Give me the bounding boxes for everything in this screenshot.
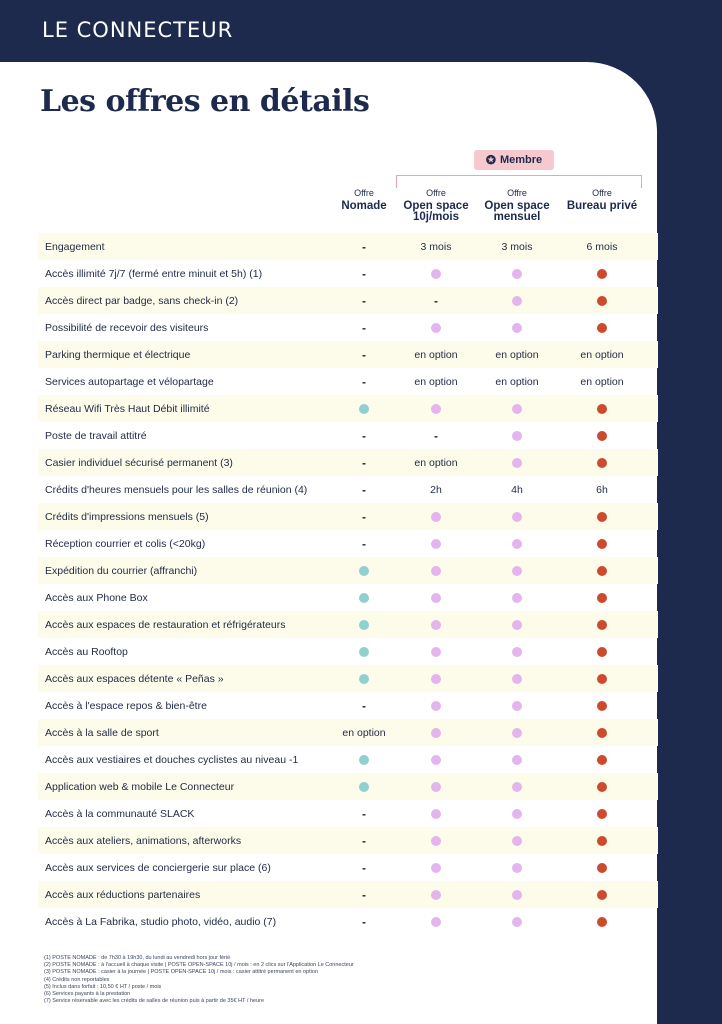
lilac-dot-icon bbox=[512, 404, 522, 414]
table-row bbox=[38, 638, 658, 665]
included-dot-icon bbox=[324, 592, 404, 604]
included-dot-icon bbox=[396, 889, 476, 901]
included-dot-icon bbox=[324, 565, 404, 577]
included-dot-icon bbox=[396, 862, 476, 874]
included-dot-icon bbox=[477, 268, 557, 280]
included-dot-icon bbox=[562, 754, 642, 766]
included-dot-icon bbox=[477, 457, 557, 469]
feature-label: Engagement bbox=[45, 240, 105, 253]
column-header-title: Bureau privé bbox=[566, 200, 638, 212]
included-dot-icon bbox=[477, 403, 557, 415]
lilac-dot-icon bbox=[512, 512, 522, 522]
included-dot-icon bbox=[477, 295, 557, 307]
included-dot-icon bbox=[562, 673, 642, 685]
membre-label: Membre bbox=[499, 154, 543, 166]
not-included-dash: - bbox=[362, 347, 366, 362]
feature-label: Crédits d'impressions mensuels (5) bbox=[45, 510, 209, 523]
teal-dot-icon bbox=[359, 566, 369, 576]
lilac-dot-icon bbox=[512, 809, 522, 819]
not-included-dash: - bbox=[434, 428, 438, 443]
lilac-dot-icon bbox=[431, 674, 441, 684]
included-dot-icon bbox=[562, 889, 642, 901]
included-dot-icon bbox=[396, 565, 476, 577]
lilac-dot-icon bbox=[431, 728, 441, 738]
lilac-dot-icon bbox=[512, 755, 522, 765]
table-row bbox=[38, 719, 658, 746]
feature-label: Réseau Wifi Très Haut Débit illimité bbox=[45, 402, 210, 415]
lilac-dot-icon bbox=[431, 323, 441, 333]
feature-label: Accès aux services de conciergerie sur place (6) bbox=[45, 861, 271, 874]
included-dot-icon bbox=[477, 322, 557, 334]
lilac-dot-icon bbox=[431, 755, 441, 765]
included-dot-icon bbox=[562, 565, 642, 577]
footnotes bbox=[44, 955, 604, 1005]
included-dot-icon bbox=[477, 781, 557, 793]
teal-dot-icon bbox=[359, 674, 369, 684]
included-dot-icon bbox=[562, 700, 642, 712]
badge-check-icon: ✪ bbox=[485, 153, 496, 167]
column-header-small: Offre bbox=[592, 188, 612, 198]
included-dot-icon bbox=[562, 430, 642, 442]
lilac-dot-icon bbox=[512, 728, 522, 738]
column-header-title: Open space mensuel bbox=[484, 200, 550, 223]
red-dot-icon bbox=[597, 755, 607, 765]
lilac-dot-icon bbox=[431, 809, 441, 819]
not-included-dash: - bbox=[362, 887, 366, 902]
table-row bbox=[38, 476, 658, 503]
included-dot-icon bbox=[477, 673, 557, 685]
included-dot-icon bbox=[324, 619, 404, 631]
cell-value: en option bbox=[495, 348, 539, 361]
included-dot-icon bbox=[477, 430, 557, 442]
included-dot-icon bbox=[562, 862, 642, 874]
lilac-dot-icon bbox=[512, 458, 522, 468]
included-dot-icon bbox=[562, 295, 642, 307]
included-dot-icon bbox=[562, 322, 642, 334]
cell-value: en option bbox=[495, 375, 539, 388]
table-row bbox=[38, 287, 658, 314]
column-header-small: Offre bbox=[507, 188, 527, 198]
feature-label: Accès à La Fabrika, studio photo, vidéo, audio (7) bbox=[45, 915, 277, 928]
lilac-dot-icon bbox=[431, 539, 441, 549]
feature-label: Accès direct par badge, sans check-in (2) bbox=[45, 294, 239, 307]
teal-dot-icon bbox=[359, 404, 369, 414]
included-dot-icon bbox=[396, 916, 476, 928]
included-dot-icon bbox=[396, 322, 476, 334]
included-dot-icon bbox=[396, 673, 476, 685]
lilac-dot-icon bbox=[512, 620, 522, 630]
included-dot-icon bbox=[477, 889, 557, 901]
feature-label: Crédits d'heures mensuels pour les salles de réunion (4) bbox=[45, 483, 308, 496]
cell-value: 6 mois bbox=[586, 240, 618, 253]
lilac-dot-icon bbox=[512, 674, 522, 684]
included-dot-icon bbox=[324, 754, 404, 766]
included-dot-icon bbox=[324, 673, 404, 685]
included-dot-icon bbox=[477, 619, 557, 631]
included-dot-icon bbox=[324, 781, 404, 793]
cell-value: en option bbox=[414, 456, 458, 469]
lilac-dot-icon bbox=[512, 539, 522, 549]
footnote: (1) POSTE NOMADE : de 7h30 à 19h30, du lundi au vendredi hors jour férié bbox=[44, 955, 231, 961]
lilac-dot-icon bbox=[431, 566, 441, 576]
not-included-dash: - bbox=[362, 266, 366, 281]
logo: LE CONNECTEUR bbox=[42, 18, 234, 42]
teal-dot-icon bbox=[359, 620, 369, 630]
included-dot-icon bbox=[477, 862, 557, 874]
included-dot-icon bbox=[396, 268, 476, 280]
column-header-bureau-prive bbox=[562, 188, 642, 212]
table-row bbox=[38, 665, 658, 692]
feature-label: Application web & mobile Le Connecteur bbox=[45, 780, 235, 793]
included-dot-icon bbox=[562, 592, 642, 604]
lilac-dot-icon bbox=[512, 917, 522, 927]
not-included-dash: - bbox=[362, 833, 366, 848]
table-row bbox=[38, 503, 658, 530]
membre-bracket bbox=[396, 175, 642, 188]
included-dot-icon bbox=[396, 808, 476, 820]
not-included-dash: - bbox=[362, 428, 366, 443]
column-header-small: Offre bbox=[426, 188, 446, 198]
lilac-dot-icon bbox=[431, 593, 441, 603]
red-dot-icon bbox=[597, 674, 607, 684]
not-included-dash: - bbox=[362, 698, 366, 713]
not-included-dash: - bbox=[362, 482, 366, 497]
column-header-small: Offre bbox=[354, 188, 374, 198]
table-row bbox=[38, 449, 658, 476]
lilac-dot-icon bbox=[431, 269, 441, 279]
lilac-dot-icon bbox=[512, 269, 522, 279]
included-dot-icon bbox=[477, 592, 557, 604]
included-dot-icon bbox=[562, 538, 642, 550]
included-dot-icon bbox=[396, 619, 476, 631]
footnote: (3) POSTE NOMADE : casier à la journée | POSTE OPEN-SPACE 10j / mois : casier attitré permanent en option bbox=[44, 969, 318, 976]
feature-label: Accès aux espaces détente « Peñas » bbox=[45, 672, 224, 685]
column-header-open-space-mensuel bbox=[477, 188, 557, 223]
teal-dot-icon bbox=[359, 782, 369, 792]
lilac-dot-icon bbox=[512, 323, 522, 333]
feature-label: Accès aux ateliers, animations, afterworks bbox=[45, 834, 242, 847]
feature-label: Accès à la salle de sport bbox=[45, 726, 159, 739]
included-dot-icon bbox=[562, 511, 642, 523]
table-row bbox=[38, 584, 658, 611]
cell-value: en option bbox=[342, 726, 386, 739]
table-row bbox=[38, 395, 658, 422]
red-dot-icon bbox=[597, 620, 607, 630]
column-header-title: Nomade bbox=[341, 200, 387, 212]
not-included-dash: - bbox=[362, 914, 366, 929]
not-included-dash: - bbox=[362, 293, 366, 308]
included-dot-icon bbox=[562, 781, 642, 793]
footnote: (2) POSTE NOMADE : à l'accueil à chaque visite | POSTE OPEN-SPACE 10j / mois : en 2 clics sur l'Application Le Connecteur bbox=[44, 962, 354, 969]
table-row bbox=[38, 827, 658, 854]
cell-value: en option bbox=[580, 348, 624, 361]
included-dot-icon bbox=[477, 835, 557, 847]
cell-value: 6h bbox=[596, 483, 608, 496]
cell-value: en option bbox=[414, 348, 458, 361]
offers-table bbox=[38, 233, 658, 935]
table-row bbox=[38, 314, 658, 341]
lilac-dot-icon bbox=[431, 917, 441, 927]
lilac-dot-icon bbox=[512, 593, 522, 603]
footnote: (7) Service réservable avec les crédits de salles de réunion puis à partir de 35€ HT / heure bbox=[44, 998, 265, 1005]
teal-dot-icon bbox=[359, 593, 369, 603]
feature-label: Accès à la communauté SLACK bbox=[45, 807, 195, 820]
feature-label: Poste de travail attitré bbox=[45, 429, 147, 442]
feature-label: Accès aux Phone Box bbox=[45, 591, 148, 604]
not-included-dash: - bbox=[362, 455, 366, 470]
feature-label: Accès aux espaces de restauration et réfrigérateurs bbox=[45, 618, 286, 631]
red-dot-icon bbox=[597, 647, 607, 657]
feature-label: Accès aux réductions partenaires bbox=[45, 888, 201, 901]
lilac-dot-icon bbox=[512, 296, 522, 306]
included-dot-icon bbox=[562, 808, 642, 820]
not-included-dash: - bbox=[362, 509, 366, 524]
teal-dot-icon bbox=[359, 755, 369, 765]
red-dot-icon bbox=[597, 512, 607, 522]
feature-label: Accès illimité 7j/7 (fermé entre minuit et 5h) (1) bbox=[45, 267, 263, 280]
feature-label: Possibilité de recevoir des visiteurs bbox=[45, 321, 209, 334]
feature-label: Expédition du courrier (affranchi) bbox=[45, 564, 198, 577]
lilac-dot-icon bbox=[431, 512, 441, 522]
table-row bbox=[38, 881, 658, 908]
cell-value: en option bbox=[414, 375, 458, 388]
table-row bbox=[38, 368, 658, 395]
column-header-nomade bbox=[324, 188, 404, 212]
included-dot-icon bbox=[477, 808, 557, 820]
not-included-dash: - bbox=[362, 806, 366, 821]
red-dot-icon bbox=[597, 458, 607, 468]
feature-label: Casier individuel sécurisé permanent (3) bbox=[45, 456, 233, 469]
lilac-dot-icon bbox=[431, 620, 441, 630]
lilac-dot-icon bbox=[512, 836, 522, 846]
lilac-dot-icon bbox=[512, 782, 522, 792]
red-dot-icon bbox=[597, 863, 607, 873]
included-dot-icon bbox=[324, 403, 404, 415]
table-row bbox=[38, 773, 658, 800]
lilac-dot-icon bbox=[512, 647, 522, 657]
lilac-dot-icon bbox=[431, 836, 441, 846]
table-row bbox=[38, 557, 658, 584]
included-dot-icon bbox=[477, 727, 557, 739]
cell-value: 3 mois bbox=[420, 240, 452, 253]
included-dot-icon bbox=[562, 403, 642, 415]
red-dot-icon bbox=[597, 404, 607, 414]
red-dot-icon bbox=[597, 593, 607, 603]
included-dot-icon bbox=[562, 727, 642, 739]
included-dot-icon bbox=[562, 835, 642, 847]
cell-value: 2h bbox=[430, 483, 442, 496]
lilac-dot-icon bbox=[512, 431, 522, 441]
included-dot-icon bbox=[396, 511, 476, 523]
lilac-dot-icon bbox=[431, 647, 441, 657]
table-row bbox=[38, 611, 658, 638]
red-dot-icon bbox=[597, 917, 607, 927]
included-dot-icon bbox=[562, 268, 642, 280]
table-row bbox=[38, 260, 658, 287]
feature-label: Réception courrier et colis (<20kg) bbox=[45, 537, 206, 550]
included-dot-icon bbox=[396, 835, 476, 847]
included-dot-icon bbox=[477, 565, 557, 577]
included-dot-icon bbox=[477, 754, 557, 766]
cell-value: 4h bbox=[511, 483, 523, 496]
lilac-dot-icon bbox=[512, 701, 522, 711]
red-dot-icon bbox=[597, 296, 607, 306]
feature-label: Accès aux vestiaires et douches cyclistes au niveau -1 bbox=[45, 753, 299, 766]
cell-value: 3 mois bbox=[501, 240, 533, 253]
feature-label: Parking thermique et électrique bbox=[45, 348, 191, 361]
footnote: (4) Crédits non reportables bbox=[44, 976, 110, 983]
table-row bbox=[38, 746, 658, 773]
table-row bbox=[38, 341, 658, 368]
red-dot-icon bbox=[597, 890, 607, 900]
not-included-dash: - bbox=[434, 293, 438, 308]
included-dot-icon bbox=[396, 403, 476, 415]
table-row bbox=[38, 854, 658, 881]
included-dot-icon bbox=[477, 538, 557, 550]
not-included-dash: - bbox=[362, 239, 366, 254]
page-title: Les offres en détails bbox=[40, 84, 370, 119]
footnote: (5) Inclus dans forfait : 10,50 € HT / poste / mois bbox=[44, 983, 162, 990]
included-dot-icon bbox=[396, 592, 476, 604]
table-row bbox=[38, 422, 658, 449]
table-row bbox=[38, 530, 658, 557]
feature-label: Services autopartage et vélopartage bbox=[45, 375, 214, 388]
red-dot-icon bbox=[597, 269, 607, 279]
not-included-dash: - bbox=[362, 860, 366, 875]
table-row bbox=[38, 692, 658, 719]
footnote: (6) Services payants à la prestation bbox=[44, 991, 131, 998]
included-dot-icon bbox=[562, 619, 642, 631]
red-dot-icon bbox=[597, 728, 607, 738]
table-row bbox=[38, 233, 658, 260]
included-dot-icon bbox=[396, 538, 476, 550]
red-dot-icon bbox=[597, 809, 607, 819]
included-dot-icon bbox=[477, 511, 557, 523]
red-dot-icon bbox=[597, 539, 607, 549]
column-header-open-space-10j bbox=[396, 188, 476, 223]
lilac-dot-icon bbox=[431, 863, 441, 873]
lilac-dot-icon bbox=[431, 701, 441, 711]
red-dot-icon bbox=[597, 701, 607, 711]
included-dot-icon bbox=[477, 646, 557, 658]
lilac-dot-icon bbox=[431, 782, 441, 792]
teal-dot-icon bbox=[359, 647, 369, 657]
included-dot-icon bbox=[396, 781, 476, 793]
included-dot-icon bbox=[396, 700, 476, 712]
lilac-dot-icon bbox=[512, 863, 522, 873]
membre-badge bbox=[474, 150, 554, 170]
feature-label: Accès à l'espace repos & bien-être bbox=[45, 699, 207, 712]
included-dot-icon bbox=[562, 916, 642, 928]
lilac-dot-icon bbox=[512, 890, 522, 900]
included-dot-icon bbox=[562, 457, 642, 469]
red-dot-icon bbox=[597, 782, 607, 792]
lilac-dot-icon bbox=[431, 404, 441, 414]
table-row bbox=[38, 800, 658, 827]
included-dot-icon bbox=[562, 646, 642, 658]
red-dot-icon bbox=[597, 566, 607, 576]
not-included-dash: - bbox=[362, 320, 366, 335]
feature-label: Accès au Rooftop bbox=[45, 645, 128, 658]
column-header-title: Open space 10j/mois bbox=[403, 200, 469, 223]
not-included-dash: - bbox=[362, 536, 366, 551]
lilac-dot-icon bbox=[512, 566, 522, 576]
red-dot-icon bbox=[597, 836, 607, 846]
included-dot-icon bbox=[396, 754, 476, 766]
not-included-dash: - bbox=[362, 374, 366, 389]
red-dot-icon bbox=[597, 323, 607, 333]
cell-value: en option bbox=[580, 375, 624, 388]
included-dot-icon bbox=[477, 916, 557, 928]
included-dot-icon bbox=[324, 646, 404, 658]
lilac-dot-icon bbox=[431, 890, 441, 900]
included-dot-icon bbox=[477, 700, 557, 712]
included-dot-icon bbox=[396, 727, 476, 739]
red-dot-icon bbox=[597, 431, 607, 441]
included-dot-icon bbox=[396, 646, 476, 658]
table-row bbox=[38, 908, 658, 935]
